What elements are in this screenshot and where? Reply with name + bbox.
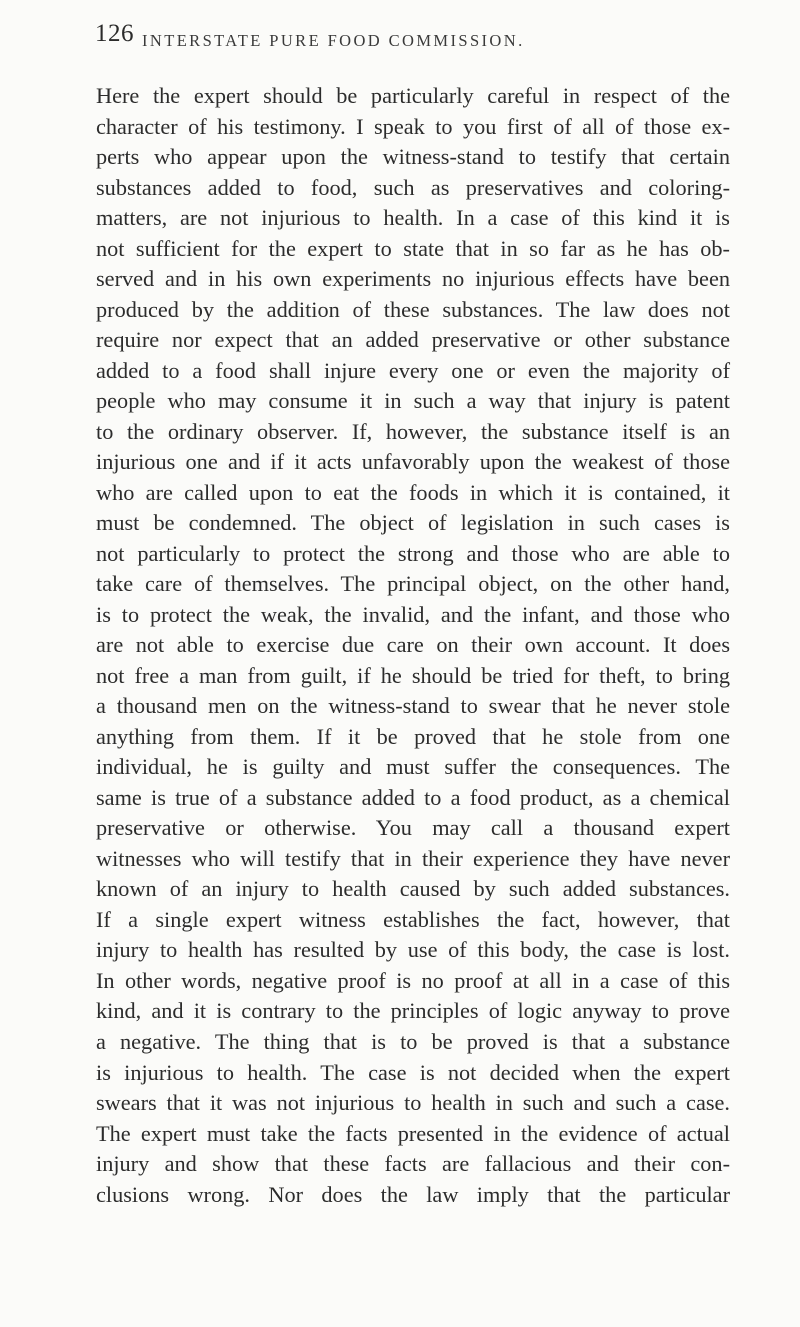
text-line: In other words, negative proof is no proof at all in a case of this: [96, 967, 730, 993]
text-line: produced by the addition of these substances. The law does not: [96, 296, 730, 322]
text-line: same is true of a substance added to a food product, as a chemical: [96, 784, 730, 810]
text-line: a negative. The thing that is to be proved is that a substance: [96, 1028, 730, 1054]
running-head: INTERSTATE PURE FOOD COMMISSION.: [142, 31, 525, 50]
text-line: swears that it was not injurious to health in such and such a case.: [96, 1090, 730, 1116]
page-number: 126: [95, 20, 134, 47]
text-line: added to a food shall injure every one or even the majority of: [96, 357, 730, 383]
text-line: are not able to exercise due care on their own account. It does: [96, 632, 730, 658]
text-line: matters, are not injurious to health. In a case of this kind it is: [96, 205, 730, 231]
text-line: injury and show that these facts are fallacious and their con-: [96, 1151, 730, 1177]
text-line: must be condemned. The object of legislation in such cases is: [96, 510, 730, 536]
text-line: people who may consume it in such a way that injury is patent: [96, 388, 730, 414]
text-line: not particularly to protect the strong and those who are able to: [96, 540, 730, 566]
text-line: witnesses who will testify that in their experience they have never: [96, 845, 730, 871]
text-line: is to protect the weak, the invalid, and the infant, and those who: [96, 601, 730, 627]
text-line: injury to health has resulted by use of this body, the case is lost.: [96, 937, 730, 963]
text-line: clusions wrong. Nor does the law imply that the particular: [96, 1181, 730, 1207]
text-line: take care of themselves. The principal object, on the other hand,: [96, 571, 730, 597]
text-line: anything from them. If it be proved that he stole from one: [96, 723, 730, 749]
text-line: require nor expect that an added preservative or other substance: [96, 327, 730, 353]
text-line: to the ordinary observer. If, however, the substance itself is an: [96, 418, 730, 444]
text-line: kind, and it is contrary to the principles of logic anyway to prove: [96, 998, 730, 1024]
text-line: injurious one and if it acts unfavorably upon the weakest of those: [96, 449, 730, 475]
text-line: is injurious to health. The case is not decided when the expert: [96, 1059, 730, 1085]
text-line: If a single expert witness establishes the fact, however, that: [96, 906, 730, 932]
text-line: substances added to food, such as preservatives and coloring-: [96, 174, 730, 200]
text-line: character of his testimony. I speak to you first of all of those ex-: [96, 113, 730, 139]
text-line: preservative or otherwise. You may call a thousand expert: [96, 815, 730, 841]
text-line: perts who appear upon the witness-stand to testify that certain: [96, 144, 730, 170]
text-line: The expert must take the facts presented in the evidence of actual: [96, 1120, 730, 1146]
text-line: individual, he is guilty and must suffer the consequences. The: [96, 754, 730, 780]
text-line: not sufficient for the expert to state that in so far as he has ob-: [96, 235, 730, 261]
text-line: served and in his own experiments no injurious effects have been: [96, 266, 730, 292]
text-line: Here the expert should be particularly careful in respect of the: [96, 83, 730, 108]
text-line: a thousand men on the witness-stand to swear that he never stole: [96, 693, 730, 719]
body-paragraph: [96, 81, 730, 1210]
text-line: known of an injury to health caused by such added substances.: [96, 876, 730, 902]
text-line: not free a man from guilt, if he should be tried for theft, to bring: [96, 662, 730, 688]
text-line: who are called upon to eat the foods in which it is contained, it: [96, 479, 730, 505]
